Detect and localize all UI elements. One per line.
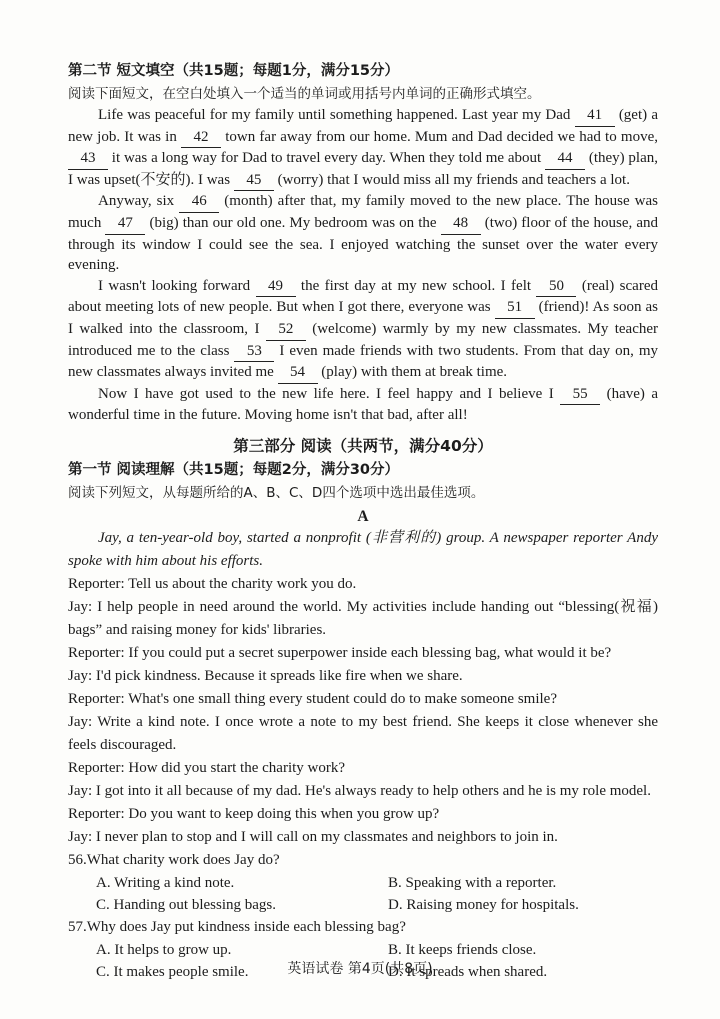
cloze-text: (friend)! As soon as I walked into the classroom, I xyxy=(68,299,658,337)
dialogue-line: Reporter: If you could put a secret superpower inside each blessing bag, what would it be? xyxy=(68,644,612,661)
blank-43: 43 xyxy=(68,148,108,170)
passage-intro: Jay, a ten-year-old boy, started a nonprofit (非营利的) group. A newspaper reporter Andy spoke with him about his efforts. xyxy=(68,529,658,569)
blank-48: 48 xyxy=(441,213,481,235)
option-a: A. It helps to grow up. xyxy=(96,941,232,958)
cloze-text: (have) a wonderful time in the future. Moving home isn't that bad, after all! xyxy=(68,385,658,424)
cloze-text: (big) than our old one. My bedroom was on the xyxy=(145,214,441,231)
cloze-text: (welcome) warmly by my new classmates. My teacher introduced me to the class xyxy=(68,320,658,359)
question-stem: 56.What charity work does Jay do? xyxy=(68,851,280,868)
dialogue-line: Jay: I never plan to stop and I will call on my classmates and neighbors to join in. xyxy=(68,828,558,845)
passage-label: A xyxy=(357,507,369,525)
cloze-text: it was a long way for Dad to travel every day. When they told me about xyxy=(108,150,546,167)
cloze-paragraph-1 xyxy=(68,105,658,191)
dialogue-line: Jay: Write a kind note. I once wrote a note to my best friend. She keeps it close whenever she feels discouraged. xyxy=(68,713,658,753)
dialogue-line: Jay: I'd pick kindness. Because it spreads like fire when we share. xyxy=(68,667,463,684)
dialogue-line: Reporter: How did you start the charity work? xyxy=(68,759,346,776)
question-options xyxy=(96,872,658,916)
option-a: A. Writing a kind note. xyxy=(96,874,235,891)
option-b: B. Speaking with a reporter. xyxy=(388,874,557,891)
blank-55: 55 xyxy=(560,384,600,406)
section-2-title: 第二节 短文填空（共15题；每题1分，满分15分） xyxy=(68,63,399,79)
question-stem: 57.Why does Jay put kindness inside each blessing bag? xyxy=(68,918,406,935)
cloze-paragraph-4 xyxy=(68,384,658,426)
section-1-instruction: 阅读下列短文，从每题所给的A、B、C、D四个选项中选出最佳选项。 xyxy=(68,484,485,501)
cloze-text: town far away from our home. Mum and Dad decided we had to move, xyxy=(221,128,658,145)
cloze-paragraph-2 xyxy=(68,191,658,275)
cloze-text: I even made friends with two students. From that day on, my new classmates always invited me xyxy=(68,342,658,381)
blank-41: 41 xyxy=(575,105,615,127)
blank-44: 44 xyxy=(545,148,585,170)
page-footer: 英语试卷 第4页(共8页) xyxy=(287,961,433,977)
dialogue-line: Reporter: Do you want to keep doing this when you grow up? xyxy=(68,805,440,822)
question-56 xyxy=(68,849,658,916)
part-3-title: 第三部分 阅读（共两节，满分40分） xyxy=(233,436,493,455)
section-1-title: 第一节 阅读理解（共15题；每题2分，满分30分） xyxy=(68,461,399,478)
cloze-text: (worry) that I would miss all my friends and teachers a lot. xyxy=(273,171,630,188)
blank-50: 50 xyxy=(536,276,576,298)
blank-52: 52 xyxy=(266,319,306,341)
blank-53: 53 xyxy=(234,341,274,363)
cloze-text: (play) with them at break time. xyxy=(317,364,508,381)
dialogue-line: Reporter: Tell us about the charity work you do. xyxy=(68,575,357,592)
interview-dialogue xyxy=(68,573,658,849)
blank-47: 47 xyxy=(105,213,145,235)
option-c: C. Handing out blessing bags. xyxy=(96,896,276,913)
blank-51: 51 xyxy=(495,297,535,319)
page-content xyxy=(68,60,658,983)
blank-49: 49 xyxy=(256,276,296,298)
option-b: B. It keeps friends close. xyxy=(388,941,537,958)
cloze-text: (they) plan, I was upset(不安的). I was xyxy=(68,150,659,188)
option-d: D. It spreads when shared. xyxy=(388,963,548,980)
cloze-text: Life was peaceful for my family until something happened. Last year my Dad xyxy=(98,107,575,123)
option-d: D. Raising money for hospitals. xyxy=(388,896,579,913)
cloze-text: Now I have got used to the new life here. I feel happy and I believe I xyxy=(98,385,561,402)
blank-42: 42 xyxy=(181,127,221,149)
cloze-text: Anyway, six xyxy=(98,193,180,210)
dialogue-line: Reporter: What's one small thing every student could do to make someone smile? xyxy=(68,690,557,707)
cloze-text: I wasn't looking forward xyxy=(98,277,256,294)
dialogue-line: Jay: I help people in need around the world. My activities include handing out “blessing(祝福) bags” and raising money for kids' libraries. xyxy=(68,598,658,638)
cloze-text: (get) a new job. It was in xyxy=(68,107,658,145)
cloze-paragraph-3 xyxy=(68,276,658,384)
blank-46: 46 xyxy=(179,191,219,213)
cloze-text: (real) scared about meeting lots of new people. But when I got there, everyone was xyxy=(68,277,658,316)
blank-45: 45 xyxy=(234,170,274,192)
section-2-instruction: 阅读下面短文，在空白处填入一个适当的单词或用括号内单词的正确形式填空。 xyxy=(68,86,541,102)
cloze-text: (month) after that, my family moved to the new place. The house was much xyxy=(68,193,658,231)
blank-54: 54 xyxy=(278,362,318,384)
dialogue-line: Jay: I got into it all because of my dad. He's always ready to help others and he is my role model. xyxy=(68,782,651,799)
cloze-text: (two) floor of the house, and through its window I could see the sea. I enjoyed watching the sunset over the water every evening. xyxy=(68,214,658,274)
option-c: C. It makes people smile. xyxy=(96,963,249,980)
cloze-text: the first day at my new school. I felt xyxy=(295,277,537,294)
